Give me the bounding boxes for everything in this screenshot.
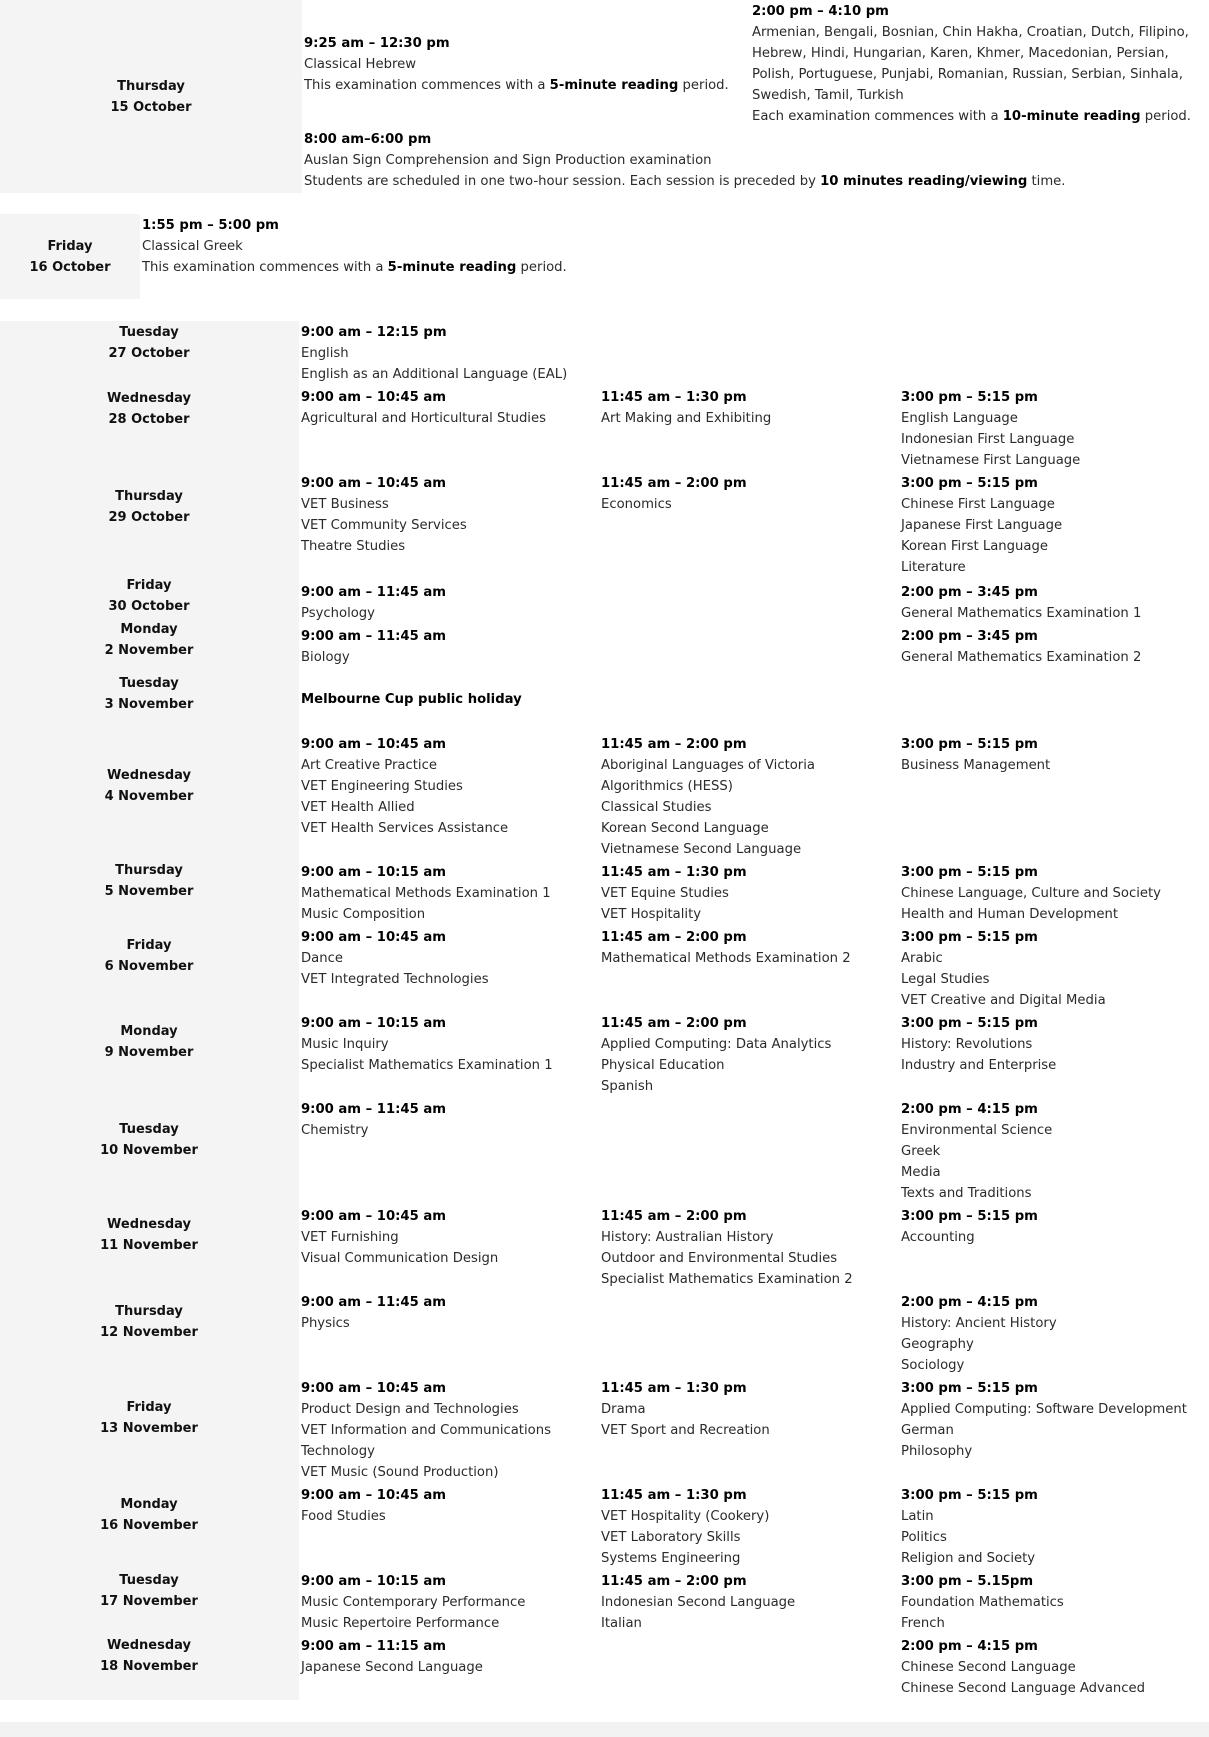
exam-slot: [301, 1485, 446, 1527]
slot-subject: VET Integrated Technologies: [301, 972, 489, 987]
slot-subject: Indonesian Second Language: [601, 1595, 796, 1610]
slot-subject: Swedish, Tamil, Turkish: [752, 88, 904, 103]
exam-slot: [901, 387, 1080, 471]
slot-subject: VET Creative and Digital Media: [901, 993, 1106, 1008]
slot-subject: Accounting: [901, 1230, 975, 1245]
exam-slot: [301, 1206, 498, 1269]
slot-note: Students are scheduled in one two-hour session. Each session is preceded by 10 minutes reading/viewing time.: [304, 174, 1066, 189]
slot-note: This examination commences with a 5-minute reading period.: [142, 260, 567, 275]
exam-slot: [901, 626, 1141, 668]
slot-subject: Business Management: [901, 758, 1051, 773]
slot-time: 3:00 pm – 5:15 pm: [901, 930, 1038, 945]
slot-time: 3:00 pm – 5.15pm: [901, 1574, 1034, 1589]
date-day: Monday: [120, 1497, 178, 1512]
slot-time: 11:45 am – 2:00 pm: [601, 1016, 747, 1031]
exam-slot: [601, 1206, 853, 1290]
slot-subject: Physical Education: [601, 1058, 725, 1073]
slot-subject: Korean First Language: [901, 539, 1048, 554]
date-date: 16 November: [100, 1518, 198, 1533]
slot-time: 9:00 am – 11:45 am: [301, 585, 447, 600]
slot-time: 3:00 pm – 5:15 pm: [901, 1488, 1038, 1503]
slot-subject: Mathematical Methods Examination 1: [301, 886, 551, 901]
slot-subject: VET Music (Sound Production): [301, 1465, 499, 1480]
slot-subject: Japanese Second Language: [301, 1660, 483, 1675]
date-label: [0, 765, 299, 807]
slot-time: 3:00 pm – 5:15 pm: [901, 737, 1038, 752]
slot-subject: Aboriginal Languages of Victoria: [601, 758, 815, 773]
date-date: 28 October: [108, 412, 190, 427]
slot-time: 2:00 pm – 4:15 pm: [901, 1295, 1038, 1310]
slot-subject: VET Hospitality (Cookery): [601, 1509, 770, 1524]
date-date: 11 November: [100, 1238, 198, 1253]
exam-slot: [901, 1485, 1038, 1569]
date-day: Wednesday: [107, 1638, 191, 1653]
slot-time: 11:45 am – 1:30 pm: [601, 1381, 747, 1396]
exam-slot-auslan: [304, 129, 1065, 192]
slot-subject: Biology: [301, 650, 350, 665]
slot-subject: General Mathematics Examination 2: [901, 650, 1142, 665]
slot-subject: Classical Studies: [601, 800, 712, 815]
slot-time: 9:00 am – 12:15 pm: [301, 325, 447, 340]
slot-time: 2:00 pm – 4:10 pm: [752, 4, 889, 19]
slot-subject: Agricultural and Horticultural Studies: [301, 411, 546, 426]
slot-time: 1:55 pm – 5:00 pm: [142, 218, 279, 233]
date-day: Thursday: [115, 489, 183, 504]
exam-slot: [601, 1378, 770, 1441]
slot-subject: Music Inquiry: [301, 1037, 389, 1052]
date-label: [0, 1021, 299, 1063]
date-date: 5 November: [104, 884, 194, 899]
slot-subject: Visual Communication Design: [301, 1251, 499, 1266]
exam-slot: [301, 1378, 551, 1483]
slot-subject: Indonesian First Language: [901, 432, 1075, 447]
date-cell-friday-16-october: [0, 214, 140, 299]
date-date: 17 November: [100, 1594, 198, 1609]
slot-time: 9:00 am – 11:45 am: [301, 1102, 447, 1117]
slot-subject: Latin: [901, 1509, 934, 1524]
date-date: 2 November: [104, 643, 194, 658]
slot-time: 11:45 am – 2:00 pm: [601, 930, 747, 945]
slot-time: 3:00 pm – 5:15 pm: [901, 1016, 1038, 1031]
slot-subject: Classical Greek: [142, 239, 243, 254]
date-date: 13 November: [100, 1421, 198, 1436]
date-day: Tuesday: [119, 1122, 179, 1137]
slot-time: 3:00 pm – 5:15 pm: [901, 390, 1038, 405]
exam-slot: [901, 1013, 1056, 1076]
exam-slot: [901, 862, 1161, 925]
slot-subject: Spanish: [601, 1079, 654, 1094]
slot-time: 9:00 am – 10:45 am: [301, 930, 447, 945]
slot-subject: VET Sport and Recreation: [601, 1423, 770, 1438]
date-date: 10 November: [100, 1143, 198, 1158]
slot-subject: Chinese Language, Culture and Society: [901, 886, 1161, 901]
slot-time: 9:00 am – 10:15 am: [301, 865, 447, 880]
slot-subject: Texts and Traditions: [901, 1186, 1032, 1201]
date-label: [0, 388, 299, 430]
slot-subject: Korean Second Language: [601, 821, 769, 836]
date-day: Friday: [126, 578, 172, 593]
exam-slot: [901, 1378, 1187, 1462]
slot-time: 3:00 pm – 5:15 pm: [901, 1381, 1038, 1396]
slot-subject: Sociology: [901, 1358, 965, 1373]
slot-time: 9:00 am – 11:45 am: [301, 1295, 447, 1310]
slot-subject: Health and Human Development: [901, 907, 1119, 922]
exam-slot: [901, 1292, 1057, 1376]
slot-time: 9:00 am – 10:45 am: [301, 476, 447, 491]
slot-time: 11:45 am – 1:30 pm: [601, 390, 747, 405]
exam-slot: [301, 1636, 483, 1678]
slot-subject: Theatre Studies: [301, 539, 406, 554]
slot-time: 11:45 am – 2:00 pm: [601, 737, 747, 752]
date-day: Thursday: [115, 1304, 183, 1319]
slot-time: 2:00 pm – 3:45 pm: [901, 629, 1038, 644]
date-label: [0, 322, 299, 364]
slot-subject: Systems Engineering: [601, 1551, 741, 1566]
exam-slot: [301, 1013, 553, 1076]
slot-subject: Greek: [901, 1144, 941, 1159]
date-day: Monday: [120, 1024, 178, 1039]
slot-subject: English Language: [901, 411, 1018, 426]
slot-subject: VET Equine Studies: [601, 886, 729, 901]
slot-subject: Music Repertoire Performance: [301, 1616, 500, 1631]
slot-subject: Algorithmics (HESS): [601, 779, 733, 794]
slot-subject: VET Information and Communications: [301, 1423, 551, 1438]
date-label: [0, 1635, 299, 1677]
exam-slot-classical-greek: [142, 215, 567, 278]
slot-subject: Art Creative Practice: [301, 758, 437, 773]
date-date: 29 October: [108, 510, 190, 525]
slot-subject: Specialist Mathematics Examination 1: [301, 1058, 553, 1073]
exam-slot-languages: [752, 1, 1191, 127]
slot-subject: Product Design and Technologies: [301, 1402, 519, 1417]
slot-subject: German: [901, 1423, 954, 1438]
date-day: Tuesday: [119, 1573, 179, 1588]
slot-subject: Industry and Enterprise: [901, 1058, 1057, 1073]
slot-subject: Food Studies: [301, 1509, 386, 1524]
slot-subject: Applied Computing: Data Analytics: [601, 1037, 832, 1052]
exam-slot: [301, 626, 446, 668]
slot-time: 11:45 am – 1:30 pm: [601, 1488, 747, 1503]
slot-subject: Armenian, Bengali, Bosnian, Chin Hakha, Croatian, Dutch, Filipino,: [752, 25, 1189, 40]
date-day: Friday: [47, 238, 93, 254]
date-label: [0, 1397, 299, 1439]
date-label: [0, 1214, 299, 1256]
slot-subject: Foundation Mathematics: [901, 1595, 1064, 1610]
exam-slot: [601, 1013, 831, 1097]
date-cell-thursday-15-october: [0, 0, 302, 193]
slot-subject: Vietnamese First Language: [901, 453, 1081, 468]
slot-subject: Music Contemporary Performance: [301, 1595, 526, 1610]
date-label: [0, 1570, 299, 1612]
slot-subject: Vietnamese Second Language: [601, 842, 802, 857]
exam-slot: [301, 387, 546, 429]
date-day: Tuesday: [119, 325, 179, 340]
slot-time: 9:00 am – 10:15 am: [301, 1574, 447, 1589]
slot-subject: VET Engineering Studies: [301, 779, 463, 794]
slot-time: 9:00 am – 10:15 am: [301, 1016, 447, 1031]
slot-subject: History: Australian History: [601, 1230, 774, 1245]
exam-slot: [901, 1571, 1064, 1634]
exam-slot-classical-hebrew: [304, 33, 729, 96]
slot-subject: Art Making and Exhibiting: [601, 411, 772, 426]
footer-bar: [0, 1722, 1209, 1737]
slot-subject: Media: [901, 1165, 941, 1180]
date-label: [0, 1119, 299, 1161]
exam-slot: [601, 862, 747, 925]
exam-slot: [901, 1099, 1052, 1204]
slot-subject: English as an Additional Language (EAL): [301, 367, 568, 382]
slot-subject: Environmental Science: [901, 1123, 1053, 1138]
exam-slot: [301, 1292, 446, 1334]
slot-subject: Chinese First Language: [901, 497, 1055, 512]
slot-subject: Legal Studies: [901, 972, 990, 987]
slot-subject: French: [901, 1616, 945, 1631]
date-date: 27 October: [108, 346, 190, 361]
exam-slot: [901, 473, 1062, 578]
exam-slot: [301, 927, 489, 990]
slot-subject: Mathematical Methods Examination 2: [601, 951, 851, 966]
slot-time: 9:25 am – 12:30 pm: [304, 36, 450, 51]
slot-subject: Outdoor and Environmental Studies: [601, 1251, 838, 1266]
slot-subject: Literature: [901, 560, 966, 575]
slot-subject: Physics: [301, 1316, 350, 1331]
slot-subject: Chemistry: [301, 1123, 369, 1138]
slot-time: 3:00 pm – 5:15 pm: [901, 476, 1038, 491]
slot-subject: History: Revolutions: [901, 1037, 1033, 1052]
slot-subject: Psychology: [301, 606, 375, 621]
date-date: 6 November: [104, 959, 194, 974]
slot-subject: Classical Hebrew: [304, 57, 416, 72]
date-date: 3 November: [104, 697, 194, 712]
slot-subject: Religion and Society: [901, 1551, 1036, 1566]
slot-time: 2:00 pm – 3:45 pm: [901, 585, 1038, 600]
date-day: Friday: [126, 1400, 172, 1415]
slot-subject: Geography: [901, 1337, 974, 1352]
exam-slot: [901, 582, 1141, 624]
exam-slot: [301, 1571, 525, 1634]
slot-time: 9:00 am – 10:45 am: [301, 737, 447, 752]
slot-note: This examination commences with a 5-minute reading period.: [304, 78, 729, 93]
date-date: 18 November: [100, 1659, 198, 1674]
date-date: 16 October: [29, 259, 111, 275]
slot-subject: VET Health Services Assistance: [301, 821, 509, 836]
date-day: Thursday: [115, 863, 183, 878]
slot-subject: Philosophy: [901, 1444, 973, 1459]
date-label: [0, 619, 299, 661]
exam-slot: [901, 1206, 1038, 1248]
date-day: Thursday: [117, 78, 185, 94]
date-label: [0, 1301, 299, 1343]
date-label: [0, 673, 299, 715]
exam-slot: [301, 473, 467, 557]
date-day: Friday: [126, 938, 172, 953]
slot-subject: Drama: [601, 1402, 646, 1417]
slot-subject: Politics: [901, 1530, 947, 1545]
exam-slot: [301, 322, 567, 385]
public-holiday-label: Melbourne Cup public holiday: [301, 692, 522, 707]
slot-subject: Hebrew, Hindi, Hungarian, Karen, Khmer, Macedonian, Persian,: [752, 46, 1169, 61]
date-date: 15 October: [110, 99, 192, 115]
slot-subject: VET Community Services: [301, 518, 467, 533]
slot-subject: Japanese First Language: [901, 518, 1063, 533]
exam-slot: [901, 927, 1106, 1011]
exam-slot: [601, 1485, 769, 1569]
exam-slot: [901, 1636, 1145, 1699]
slot-subject: English: [301, 346, 349, 361]
slot-time: 2:00 pm – 4:15 pm: [901, 1639, 1038, 1654]
date-label: [0, 860, 299, 902]
slot-time: 9:00 am – 10:45 am: [301, 1381, 447, 1396]
slot-subject: Specialist Mathematics Examination 2: [601, 1272, 853, 1287]
slot-subject: Arabic: [901, 951, 943, 966]
date-day: Monday: [120, 622, 178, 637]
date-day: Tuesday: [119, 676, 179, 691]
slot-note: Each examination commences with a 10-minute reading period.: [752, 109, 1191, 124]
slot-subject: Chinese Second Language Advanced: [901, 1681, 1146, 1696]
date-label: [0, 935, 299, 977]
exam-slot: [301, 862, 551, 925]
slot-time: 9:00 am – 11:45 am: [301, 629, 447, 644]
slot-time: 9:00 am – 10:45 am: [301, 1488, 447, 1503]
date-date: 12 November: [100, 1325, 198, 1340]
slot-subject: VET Health Allied: [301, 800, 415, 815]
date-date: 4 November: [104, 789, 194, 804]
slot-subject: General Mathematics Examination 1: [901, 606, 1142, 621]
date-date: 30 October: [108, 599, 190, 614]
slot-time: 2:00 pm – 4:15 pm: [901, 1102, 1038, 1117]
slot-subject: VET Business: [301, 497, 389, 512]
slot-time: 11:45 am – 2:00 pm: [601, 1574, 747, 1589]
exam-slot: [901, 734, 1050, 776]
exam-slot: [601, 473, 747, 515]
exam-slot: [601, 387, 771, 429]
slot-subject: Music Composition: [301, 907, 426, 922]
slot-subject: Polish, Portuguese, Punjabi, Romanian, Russian, Serbian, Sinhala,: [752, 67, 1183, 82]
slot-time: 9:00 am – 10:45 am: [301, 390, 447, 405]
exam-slot: [601, 1571, 795, 1634]
slot-subject: Applied Computing: Software Development: [901, 1402, 1187, 1417]
slot-subject: Chinese Second Language: [901, 1660, 1076, 1675]
slot-time: 11:45 am – 2:00 pm: [601, 1209, 747, 1224]
exam-slot: [301, 734, 508, 839]
slot-time: 9:00 am – 10:45 am: [301, 1209, 447, 1224]
slot-time: 8:00 am–6:00 pm: [304, 132, 432, 147]
slot-time: 3:00 pm – 5:15 pm: [901, 865, 1038, 880]
slot-time: 9:00 am – 11:15 am: [301, 1639, 447, 1654]
slot-subject: Dance: [301, 951, 343, 966]
slot-time: 3:00 pm – 5:15 pm: [901, 1209, 1038, 1224]
slot-subject: VET Furnishing: [301, 1230, 399, 1245]
exam-slot: [601, 927, 851, 969]
exam-slot: [301, 1099, 446, 1141]
date-label: [0, 575, 299, 617]
slot-subject: Italian: [601, 1616, 642, 1631]
slot-time: 11:45 am – 1:30 pm: [601, 865, 747, 880]
exam-slot: [601, 734, 815, 860]
date-day: Wednesday: [107, 768, 191, 783]
date-date: 9 November: [104, 1045, 194, 1060]
slot-subject: Auslan Sign Comprehension and Sign Production examination: [304, 153, 712, 168]
date-day: Wednesday: [107, 391, 191, 406]
slot-subject: VET Laboratory Skills: [601, 1530, 741, 1545]
date-label: [0, 486, 299, 528]
date-label: [0, 1494, 299, 1536]
exam-slot: [301, 582, 446, 624]
date-day: Wednesday: [107, 1217, 191, 1232]
slot-subject: Economics: [601, 497, 672, 512]
slot-subject: VET Hospitality: [601, 907, 702, 922]
slot-subject: History: Ancient History: [901, 1316, 1057, 1331]
slot-time: 11:45 am – 2:00 pm: [601, 476, 747, 491]
slot-subject: Technology: [301, 1444, 375, 1459]
